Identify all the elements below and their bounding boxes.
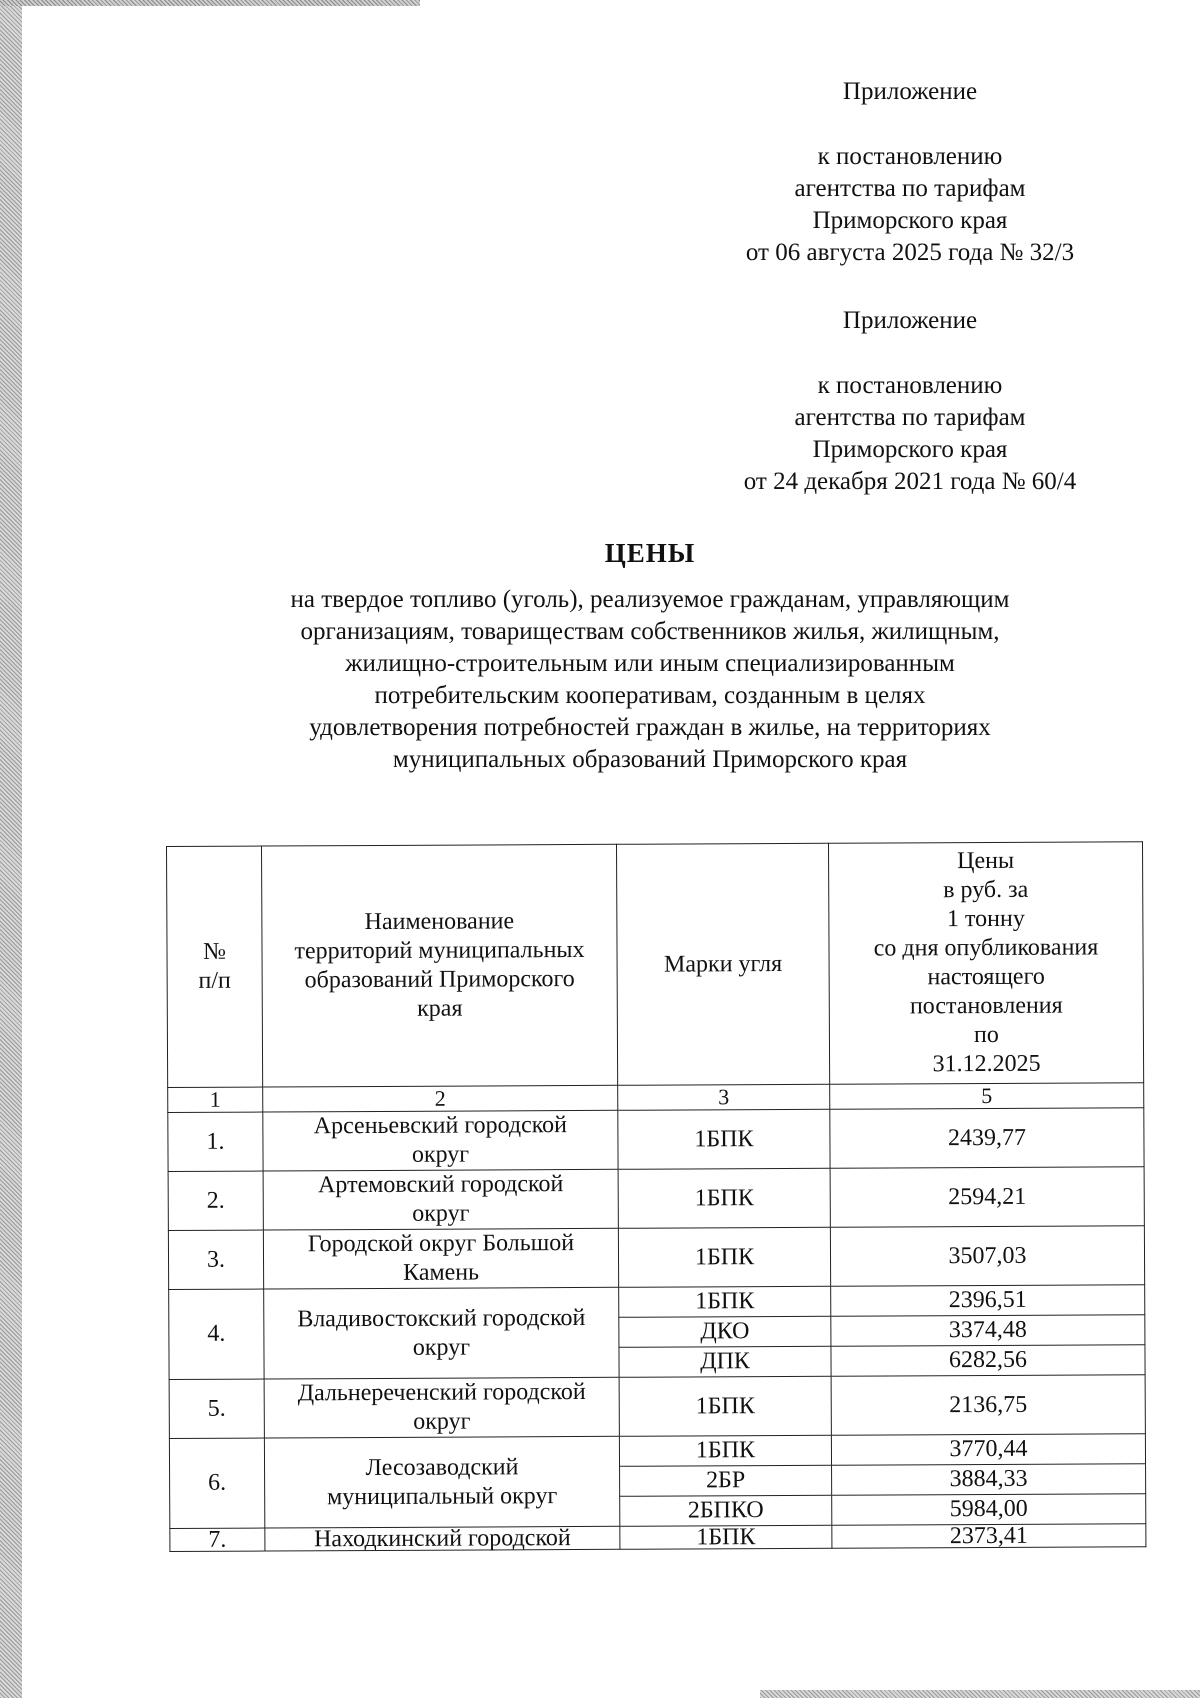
price-value: 2373,41	[832, 1524, 1146, 1549]
header-territory	[262, 844, 618, 1087]
coal-grade: 1БПК	[620, 1525, 832, 1549]
row-number: 1.	[168, 1112, 263, 1171]
document-subtitle	[200, 584, 1100, 776]
territory-name-line: округ	[412, 1200, 470, 1227]
price-table-body	[167, 842, 1146, 1552]
table-row	[169, 1375, 1145, 1439]
header-row	[167, 842, 1144, 1088]
table-row	[168, 1108, 1144, 1172]
coal-grade: 1БПК	[618, 1168, 830, 1228]
appendix-line: к постановлению	[817, 143, 1003, 170]
price-value: 2594,21	[830, 1167, 1144, 1228]
territory-name	[265, 1526, 620, 1551]
price-value: 3884,33	[832, 1464, 1146, 1496]
header-text: территорий муниципальных	[294, 936, 585, 965]
coal-grade: 2БПКО	[620, 1495, 832, 1526]
header-text: п/п	[198, 967, 231, 994]
coal-grade: ДПК	[619, 1346, 831, 1377]
header-grade: Марки угля	[616, 843, 829, 1085]
territory-name-line: округ	[413, 1408, 471, 1435]
column-number: 2	[263, 1085, 618, 1112]
coal-grade: 2БР	[620, 1465, 832, 1496]
coal-grade: 1БПК	[618, 1227, 830, 1287]
scan-top-edge	[0, 0, 420, 6]
table-row	[169, 1434, 1145, 1469]
price-value: 3507,03	[830, 1226, 1144, 1287]
subtitle-line: потребительским кооперативам, созданным в целях	[374, 682, 926, 709]
territory-name-line: округ	[412, 1334, 471, 1361]
price-value: 5984,00	[832, 1494, 1146, 1526]
territory-name-line: Находкинский городской	[313, 1525, 571, 1553]
appendix-label: Приложение	[842, 78, 978, 105]
subtitle-line: жилищно-строительным или иным специализированным	[345, 650, 955, 677]
territory-name-line: округ	[411, 1141, 470, 1168]
header-num	[167, 846, 263, 1087]
document-title: ЦЕНЫ	[604, 538, 696, 568]
row-number: 4.	[169, 1289, 264, 1379]
territory-name-line: Лесозаводский	[365, 1453, 519, 1481]
column-number: 3	[618, 1084, 830, 1110]
table-row	[169, 1285, 1145, 1320]
territory-name-line: Городской округ Большой	[307, 1230, 575, 1258]
subtitle-line: на твердое топливо (уголь), реализуемое гражданам, управляющим	[290, 586, 1010, 613]
header-text: Наименование	[364, 908, 515, 936]
header-text: 1 тонну	[946, 905, 1025, 933]
territory-name-line: Камень	[403, 1259, 480, 1286]
header-text: по	[973, 1021, 999, 1049]
territory-name	[263, 1228, 618, 1289]
row-number: 7.	[170, 1528, 265, 1551]
header-text: со дня опубликования	[873, 934, 1099, 962]
header-text: образований Приморского	[304, 966, 575, 994]
price-value: 3374,48	[831, 1315, 1145, 1347]
row-number: 2.	[168, 1171, 263, 1230]
territory-name	[264, 1287, 619, 1379]
header-text: Цены	[957, 847, 1015, 875]
territory-name-line: муниципальный округ	[327, 1482, 558, 1510]
territory-name-line: Арсеньевский городской	[313, 1112, 568, 1140]
appendix-line: Приморского края	[812, 207, 1008, 234]
price-value: 2396,51	[831, 1285, 1145, 1317]
coal-grade: 1БПК	[619, 1376, 831, 1436]
column-number: 5	[830, 1083, 1144, 1110]
coal-grade: 1БПК	[619, 1435, 831, 1466]
subtitle-line: муниципальных образований Приморского края	[392, 746, 908, 773]
price-table	[166, 841, 1146, 1552]
territory-name-line: Владивостокский городской	[297, 1304, 586, 1332]
row-number: 5.	[169, 1379, 264, 1438]
appendix-line: Приморского края	[812, 436, 1008, 463]
appendix-original	[700, 305, 1120, 498]
coal-grade: ДКО	[619, 1316, 831, 1347]
appendix-line: агентства по тарифам	[794, 175, 1026, 202]
scan-bottom-edge	[760, 1690, 1200, 1698]
header-text: края	[417, 995, 463, 1022]
header-text: настоящего	[927, 963, 1045, 991]
header-text: №	[203, 938, 227, 965]
appendix-line: к постановлению	[817, 372, 1003, 399]
table-row	[168, 1167, 1144, 1231]
territory-name-line: Артемовский городской	[317, 1171, 564, 1199]
header-price	[828, 842, 1143, 1085]
row-number: 3.	[168, 1230, 263, 1289]
appendix-line: агентства по тарифам	[794, 404, 1026, 431]
territory-name	[263, 1169, 618, 1230]
header-text: 31.12.2025	[932, 1050, 1041, 1078]
column-number: 1	[168, 1087, 263, 1112]
coal-grade: 1БПК	[618, 1109, 830, 1169]
price-value: 2136,75	[831, 1375, 1145, 1436]
territory-name	[263, 1110, 618, 1171]
subtitle-line: организациям, товариществам собственников жилья, жилищным,	[300, 618, 1000, 645]
row-number: 6.	[169, 1438, 264, 1528]
appendix-line: от 24 декабря 2021 года № 60/4	[743, 468, 1077, 495]
header-text: постановления	[909, 992, 1063, 1020]
subtitle-line: удовлетворения потребностей граждан в жилье, на территориях	[309, 714, 991, 741]
table-row	[170, 1524, 1146, 1552]
price-value: 2439,77	[830, 1108, 1144, 1169]
price-table-wrapper	[166, 841, 1145, 1552]
territory-name	[264, 1377, 619, 1438]
territory-name	[264, 1436, 619, 1528]
table-row	[168, 1226, 1144, 1290]
price-value: 6282,56	[831, 1345, 1145, 1377]
territory-name-line: Дальнереченский городской	[297, 1378, 586, 1407]
price-value: 3770,44	[831, 1434, 1145, 1466]
appendix-current	[700, 76, 1120, 269]
header-text: в руб. за	[943, 876, 1029, 904]
appendix-label: Приложение	[842, 307, 978, 334]
scan-edge	[0, 0, 22, 1698]
appendix-line: от 06 августа 2025 года № 32/3	[745, 239, 1075, 266]
coal-grade: 1БПК	[619, 1286, 831, 1317]
